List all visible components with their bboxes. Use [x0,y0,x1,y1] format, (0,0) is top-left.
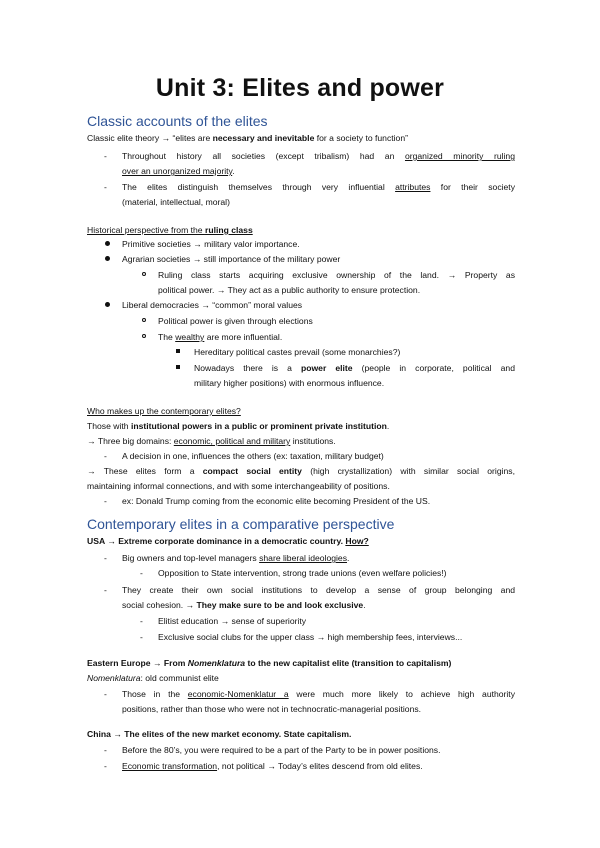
trump-example-line: ex: Donald Trump coming from the economic elite becoming President of the US. [122,496,431,506]
power-elite-line: Nowadays there is a power elite (people in corporate, political and [194,363,515,373]
historical-heading: Historical perspective from the ruling class [87,225,253,235]
dash-marker: - [140,616,143,626]
attributes-line: The elites distinguish themselves through very influential attributes for their society [122,182,515,192]
dash-marker: - [104,689,107,699]
elections-line: Political power is given through elections [158,316,313,326]
dash-marker: - [104,182,107,192]
dash-marker: - [104,496,107,506]
dash-marker: - [104,553,107,563]
compact-entity-line: → These elites form a compact social entity (high crystallization) with similar social origins, [87,466,515,476]
bullet-circle [142,318,146,322]
classic-theory-line: Classic elite theory → “elites are necessary and inevitable for a society to function” [87,133,408,143]
page-title: Unit 3: Elites and power [155,74,445,102]
party-requirement-line: Before the 80’s, you were required to be a part of the Party to be in power positions. [122,745,441,755]
dash-marker: - [140,632,143,642]
bullet-circle [142,334,146,338]
social-institutions-line: They create their own social institutions to develop a sense of group belonging and [122,585,515,595]
bullet-dot [105,241,110,246]
elitist-education-line: Elitist education → sense of superiority [158,616,307,626]
social-clubs-line: Exclusive social clubs for the upper class → high membership fees, interviews... [158,632,463,642]
eastern-europe-heading: Eastern Europe → From Nomenklatura to the new capitalist elite (transition to capitalism) [87,658,452,668]
bullet-circle [142,272,146,276]
bullet-square [176,365,180,369]
china-heading: China → The elites of the new market economy. State capitalism. [87,729,352,739]
bullet-dot [105,256,110,261]
heading-comparative: Contemporary elites in a comparative perspective [87,516,395,532]
dash-marker: - [104,761,107,771]
three-domains-line: → Three big domains: economic, political and military institutions. [87,436,336,446]
dash-marker: - [104,745,107,755]
dash-marker: - [104,451,107,461]
wealthy-line: The wealthy are more influential. [158,332,283,342]
informal-connections-line: maintaining informal connections, and with some interchangeability of positions. [87,481,390,491]
ruling-class-land-line-cont: political power. → They act as a public authority to ensure protection. [158,285,421,295]
attributes-line-cont: (material, intellectual, moral) [122,197,230,207]
state-intervention-line: Opposition to State intervention, strong trade unions (even welfare policies!) [158,568,447,578]
bullet-dot [105,302,110,307]
power-elite-line-cont: military higher positions) with enormous influence. [194,378,385,388]
ruling-class-land-line: Ruling class starts acquiring exclusive ownership of the land. → Property as [158,270,515,280]
organized-minority-line-cont: over an unorganized majority. [122,166,235,176]
dash-marker: - [104,585,107,595]
agrarian-societies-line: Agrarian societies → still importance of the military power [122,254,341,264]
economic-nomenklatura-line: Those in the economic-Nomenklatur a were much more likely to achieve high authority [122,689,515,699]
organized-minority-line: Throughout history all societies (except tribalism) had an organized minority ruling [122,151,515,161]
liberal-ideologies-line: Big owners and top-level managers share liberal ideologies. [122,553,350,563]
nomenklatura-definition-line: Nomenklatura: old communist elite [87,673,219,683]
economic-transformation-line: Economic transformation, not political → Today’s elites descend from old elites. [122,761,423,771]
institutional-powers-line: Those with institutional powers in a public or prominent private institution. [87,421,390,431]
social-cohesion-line: social cohesion. → They make sure to be and look exclusive. [122,600,366,610]
hereditary-castes-line: Hereditary political castes prevail (some monarchies?) [194,347,401,357]
dash-marker: - [140,568,143,578]
liberal-democracies-line: Liberal democracies → “common” moral values [122,300,303,310]
technocratic-positions-line: positions, rather than those who were not in technocratic-managerial positions. [122,704,422,714]
who-heading: Who makes up the contemporary elites? [87,406,241,416]
usa-heading: USA → Extreme corporate dominance in a democratic country. How? [87,536,369,546]
decision-line: A decision in one, influences the others (ex: taxation, military budget) [122,451,384,461]
primitive-societies-line: Primitive societies → military valor importance. [122,239,300,249]
heading-classic-accounts: Classic accounts of the elites [87,113,268,129]
dash-marker: - [104,151,107,161]
bullet-square [176,349,180,353]
